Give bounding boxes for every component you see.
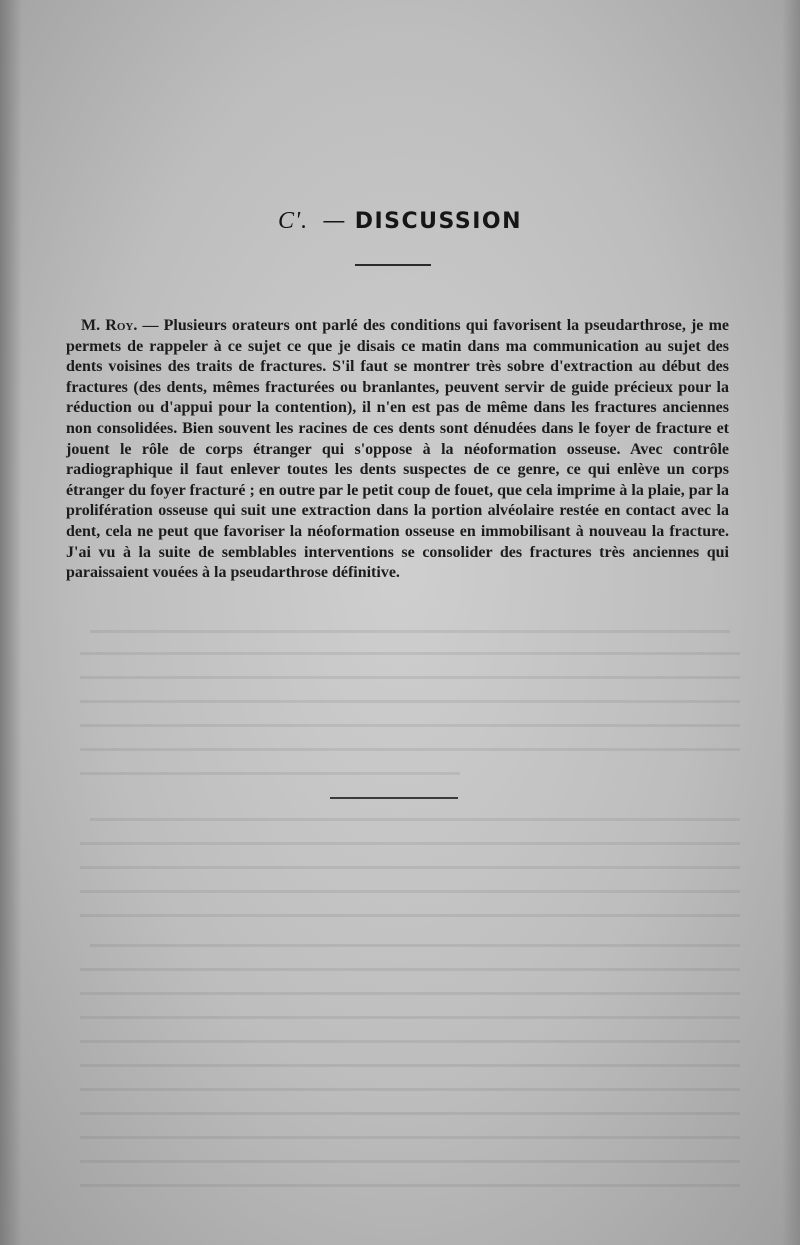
- bleed-through-line: [90, 818, 740, 821]
- page-shadow-right: [782, 0, 800, 1245]
- bleed-through-line: [80, 1064, 740, 1067]
- bleed-through-line: [80, 992, 740, 995]
- paragraph-text: — Plusieurs orateurs ont parlé des conditions qui favorisent la pseudarthrose, je me permets de rappeler à ce sujet ce que je disais ce matin dans ma communication au sujet des dents voisines des traits de fractures. S'il faut se montrer très sobre d'extraction au début des fractures (des dents, mêmes fracturées ou branlantes, peuvent servir de guide précieux pour la réduction ou d'appui pour la contention), il n'en est pas de même dans les fractures anciennes non consolidées. Bien souvent les racines de ces dents sont dénudées dans le foyer de fracture et jouent le rôle de corps étranger qui s'oppose à la néoformation osseuse. Avec contrôle radiographique il faut enlever toutes les dents suspectes de ce genre, ce qui enlève un corps étranger du foyer fracturé ; en outre par le petit coup de fouet, que cela imprime à la plaie, par la prolifération osseuse qui suit une extraction dans la portion alvéolaire restée en contact avec la dent, cela ne peut que favoriser la néoformation osseuse en immobilisant à nouveau la fracture. J'ai vu à la suite de semblables interventions se consolider des fractures très anciennes qui paraissaient vouées à la pseudarthrose définitive.: [66, 317, 730, 582]
- bleed-through-line: [80, 1184, 740, 1187]
- heading-separator: —: [322, 208, 347, 234]
- section-heading: [0, 208, 800, 235]
- bleed-through-line: [80, 890, 740, 893]
- bleed-through-line: [90, 630, 730, 633]
- discussion-paragraph: [66, 316, 729, 584]
- bleed-through-line: [80, 676, 740, 679]
- bleed-through-line: [80, 842, 740, 845]
- speaker-name: M. Roy.: [81, 317, 138, 334]
- bleed-through-line: [80, 1136, 740, 1139]
- heading-rule: [355, 264, 431, 266]
- bleed-through-line: [80, 772, 460, 775]
- bleed-through-line: [80, 1040, 740, 1043]
- bleed-through-line: [80, 914, 740, 917]
- bleed-through-line: [80, 724, 740, 727]
- bleed-through-line: [80, 748, 740, 751]
- section-title: DISCUSSION: [354, 209, 523, 234]
- bleed-through-line: [80, 1016, 740, 1019]
- bleed-through-line: [80, 968, 740, 971]
- section-label: C'.: [277, 208, 309, 234]
- bleed-through-line: [90, 944, 740, 947]
- bleed-through-line: [80, 1088, 740, 1091]
- bleed-through-line: [80, 652, 740, 655]
- bleed-through-line: [80, 866, 740, 869]
- bleed-through-line: [80, 1160, 740, 1163]
- bleed-through-line: [80, 1112, 740, 1115]
- page-shadow-left: [0, 0, 22, 1245]
- bleed-through-line: [80, 700, 740, 703]
- bleed-through-rule: [330, 797, 458, 799]
